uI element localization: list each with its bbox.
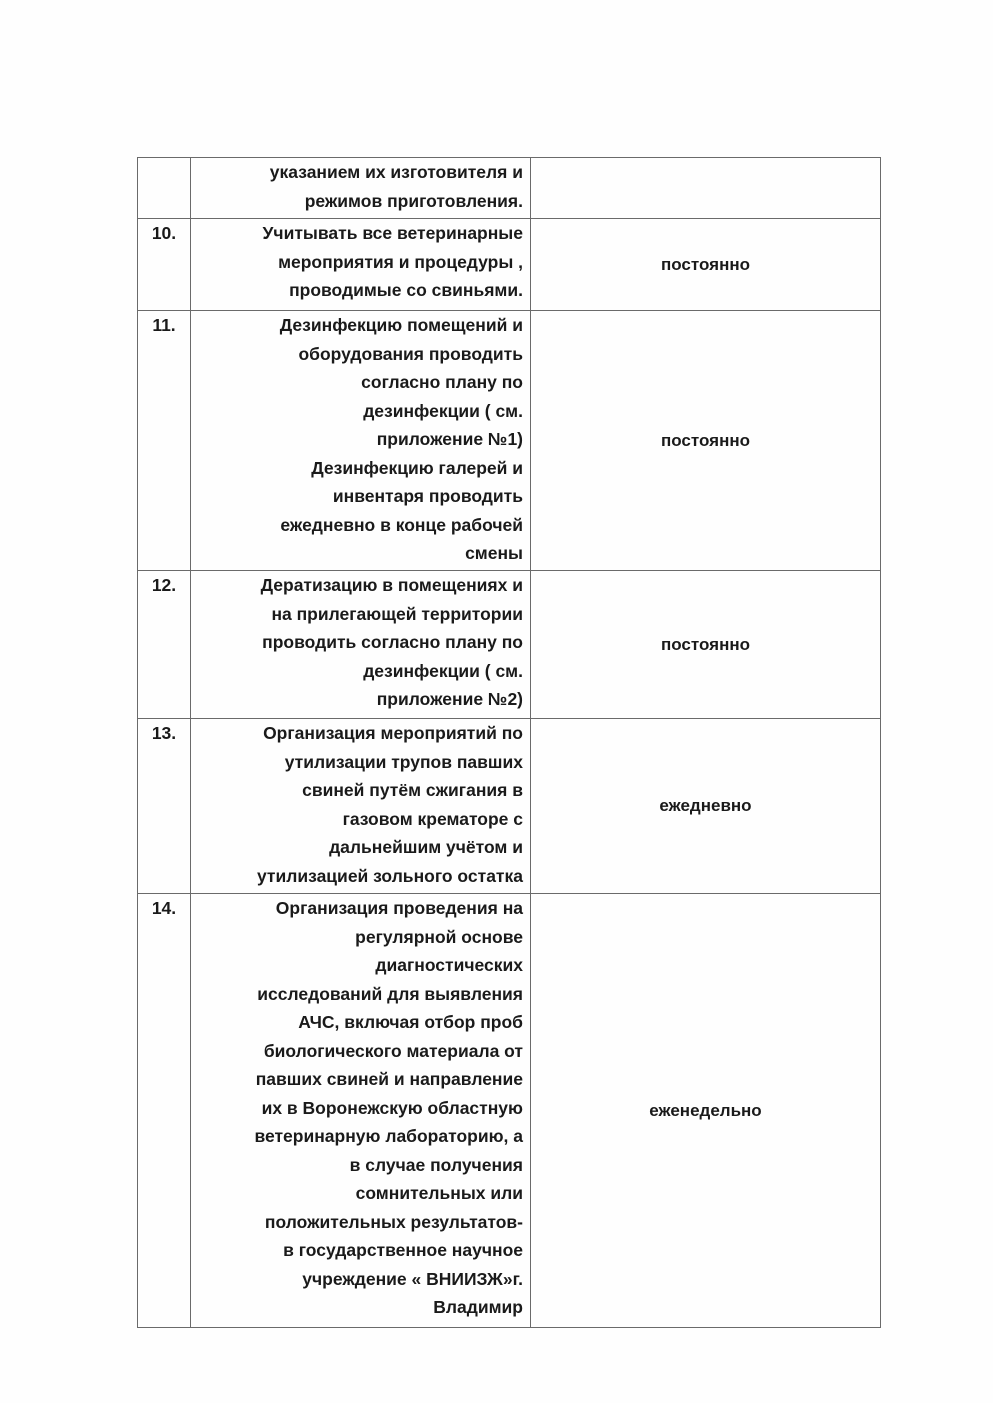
description-line: положительных результатов- [264,1211,523,1232]
description-line: Организация проведения на [275,898,523,918]
item-number: 12. [138,571,191,719]
description-line: регулярной основе [355,926,523,947]
description-line: проводимые со свиньями. [289,280,523,300]
description-line: их в Воронежскую областную [261,1097,523,1118]
item-number: 10. [138,219,191,311]
table-row [138,219,881,311]
description-line: смены [465,543,523,563]
description-line: учреждение « ВНИИЗЖ»г. [302,1268,523,1289]
table-row [138,311,881,571]
item-number: 13. [138,719,191,894]
description-line: сомнительных или [355,1183,523,1203]
description-line: в государственное научное [283,1240,523,1260]
description-line: согласно плану по [361,372,523,392]
measures-table [137,157,881,1328]
measure-description [191,894,531,1328]
description-line: указанием их изготовителя и [269,162,523,182]
description-line: мероприятия и процедуры , [278,251,523,272]
description-line: проводить согласно плану по [262,632,523,652]
measure-description [191,158,531,219]
description-line: дезинфекции ( см. [363,400,523,421]
description-line: утилизацией зольного остатка [256,865,523,886]
description-line: ежедневно в конце рабочей [280,514,523,535]
description-line: Дератизацию в помещениях и [260,575,523,595]
measure-description [191,311,531,571]
description-line: Учитывать все ветеринарные [262,223,523,243]
description-line: дальнейшим учётом и [329,837,523,857]
description-line: приложение №1) [376,429,523,449]
description-line: приложение №2) [376,689,523,709]
description-line: утилизации трупов павших [284,751,523,772]
frequency [531,158,881,219]
table-row [138,719,881,894]
item-number: 14. [138,894,191,1328]
description-line: диагностических [375,955,523,975]
description-line: АЧС, включая отбор проб [298,1012,523,1032]
table-row [138,571,881,719]
description-line: Дезинфекцию галерей и [311,457,523,478]
description-line: павших свиней и направление [255,1069,523,1089]
table-row [138,158,881,219]
frequency: ежедневно [531,719,881,894]
frequency: постоянно [531,571,881,719]
description-line: исследований для выявления [257,983,523,1004]
description-line: свиней путём сжигания в [302,780,523,800]
description-line: Владимир [433,1297,523,1317]
frequency: постоянно [531,219,881,311]
measure-description [191,719,531,894]
description-line: биологического материала от [263,1040,523,1061]
item-number: 11. [138,311,191,571]
description-line: оборудования проводить [298,343,523,364]
description-line: Организация мероприятий по [263,723,523,743]
frequency: постоянно [531,311,881,571]
description-line: Дезинфекцию помещений и [279,315,523,335]
description-line: инвентаря проводить [332,486,523,506]
table-row [138,894,881,1328]
description-line: в случае получения [349,1154,523,1175]
frequency: еженедельно [531,894,881,1328]
measure-description [191,571,531,719]
measure-description [191,219,531,311]
description-line: ветеринарную лабораторию, а [254,1126,523,1146]
item-number [138,158,191,219]
description-line: дезинфекции ( см. [363,660,523,681]
description-line: на прилегающей территории [271,603,523,624]
description-line: режимов приготовления. [304,190,523,211]
description-line: газовом крематоре с [342,808,523,829]
